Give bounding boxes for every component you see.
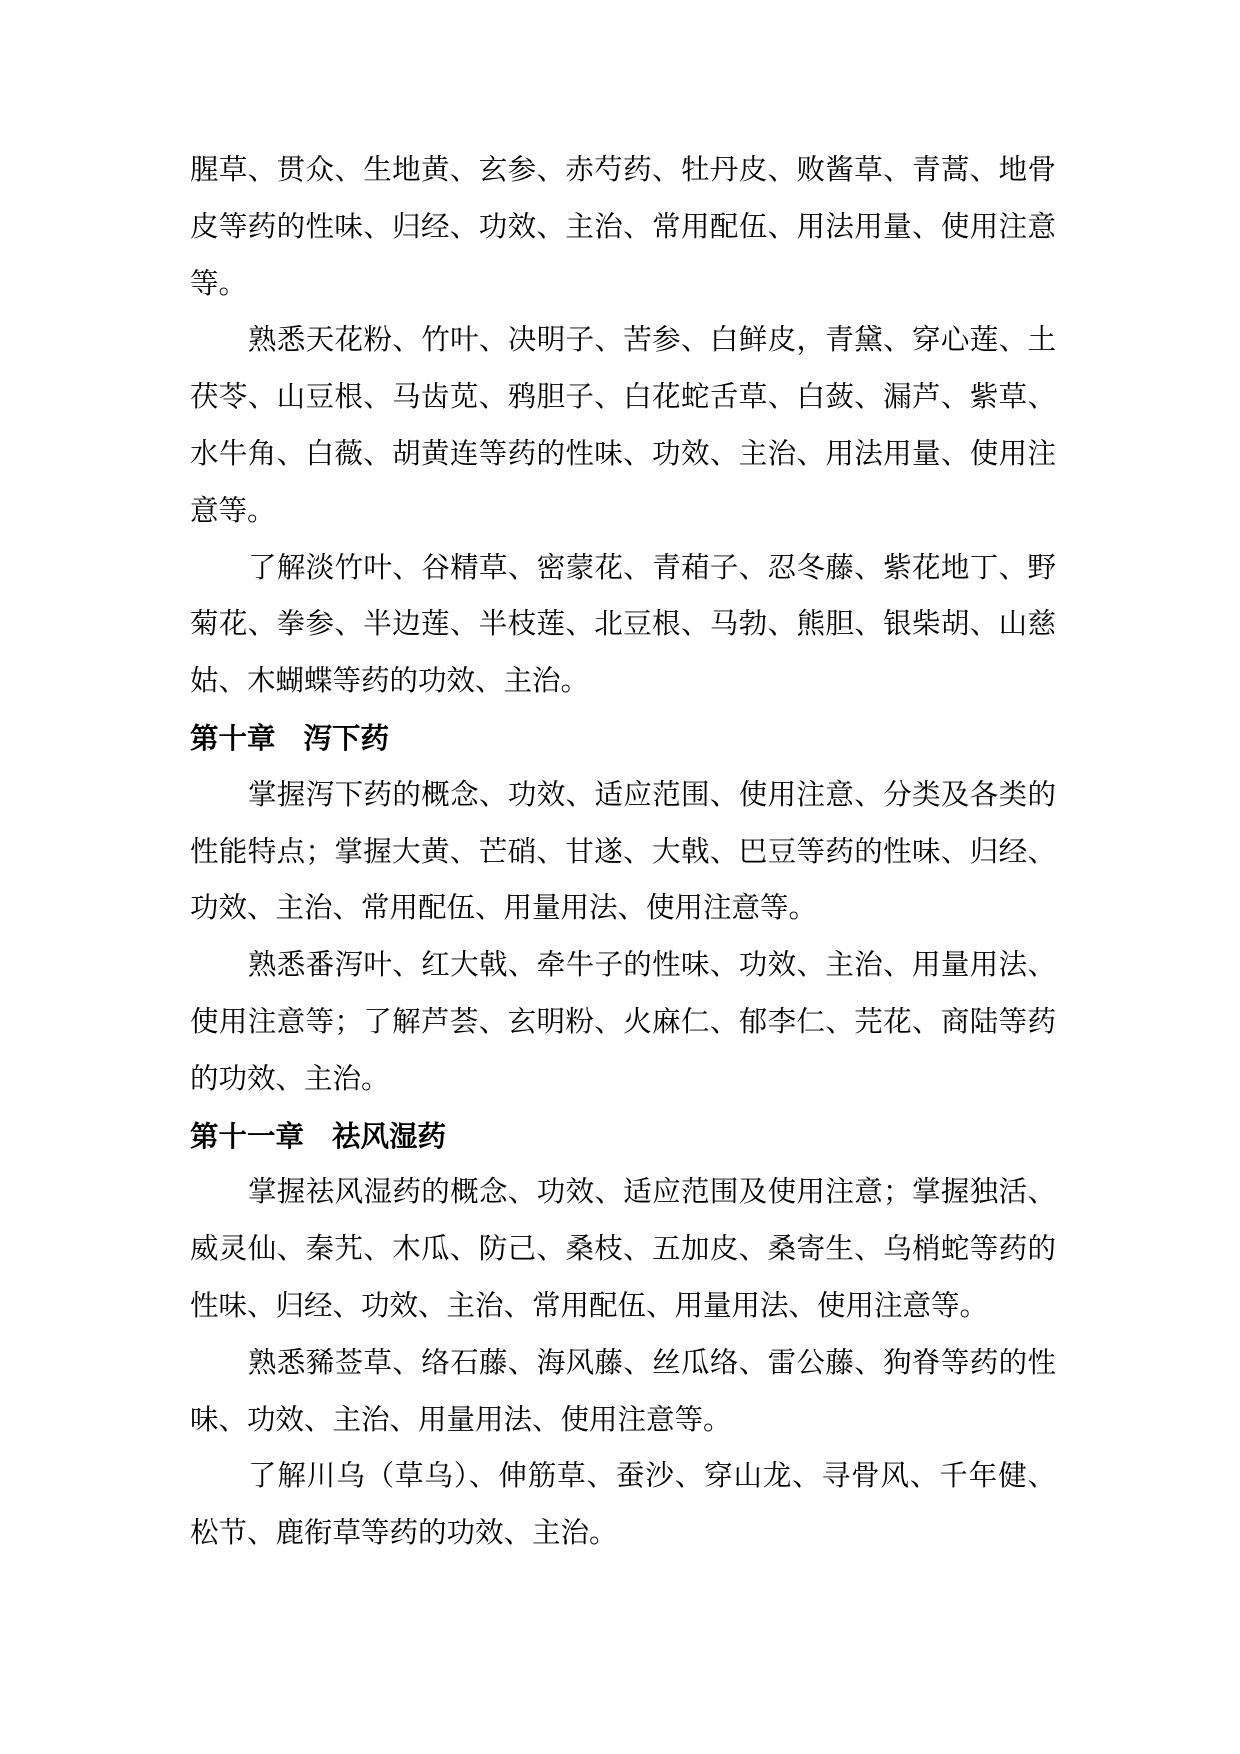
paragraph	[190, 1448, 1056, 1562]
text-line: 熟悉番泻叶、红大戟、牵牛子的性味、功效、主治、用量用法、	[248, 948, 1056, 982]
document-body	[190, 142, 1056, 1562]
text-line: 功效、主治、常用配伍、用量用法、使用注意等。	[190, 891, 818, 925]
chapter-title: 泻下药	[303, 720, 390, 755]
text-line: 姑、木蝴蝶等药的功效、主治。	[190, 664, 590, 698]
text-line: 掌握祛风湿药的概念、功效、适应范围及使用注意；掌握独活、	[248, 1175, 1056, 1209]
text-line: 茯苓、山豆根、马齿苋、鸦胆子、白花蛇舌草、白蔹、漏芦、紫草、	[190, 380, 1056, 414]
paragraph	[190, 142, 1056, 312]
text-line: 熟悉天花粉、竹叶、决明子、苦参、白鲜皮，青黛、穿心莲、土	[248, 323, 1056, 357]
text-line: 性味、归经、功效、主治、常用配伍、用量用法、使用注意等。	[190, 1288, 989, 1322]
text-line: 皮等药的性味、归经、功效、主治、常用配伍、用法用量、使用注意	[190, 209, 1056, 243]
paragraph	[190, 540, 1056, 710]
paragraph	[190, 767, 1056, 937]
text-line: 使用注意等；了解芦荟、玄明粉、火麻仁、郁李仁、芫花、商陆等药	[190, 1004, 1056, 1038]
paragraph	[190, 312, 1056, 539]
text-line: 了解川乌（草乌）、伸筋草、蚕沙、穿山龙、寻骨风、千年健、	[248, 1459, 1056, 1493]
text-line: 水牛角、白薇、胡黄连等药的性味、功效、主治、用法用量、使用注	[190, 436, 1056, 470]
chapter-heading	[190, 710, 1056, 767]
paragraph	[190, 1164, 1056, 1334]
paragraph	[190, 937, 1056, 1107]
text-line: 性能特点；掌握大黄、芒硝、甘遂、大戟、巴豆等药的性味、归经、	[190, 834, 1056, 868]
chapter-heading	[190, 1108, 1056, 1165]
text-line: 了解淡竹叶、谷精草、密蒙花、青葙子、忍冬藤、紫花地丁、野	[248, 550, 1056, 584]
text-line: 菊花、拳参、半边莲、半枝莲、北豆根、马勃、熊胆、银柴胡、山慈	[190, 607, 1056, 641]
text-line: 威灵仙、秦艽、木瓜、防己、桑枝、五加皮、桑寄生、乌梢蛇等药的	[190, 1232, 1056, 1266]
text-line: 腥草、贯众、生地黄、玄参、赤芍药、牡丹皮、败酱草、青蒿、地骨	[190, 153, 1056, 186]
text-line: 熟悉豨莶草、络石藤、海风藤、丝瓜络、雷公藤、狗脊等药的性	[248, 1345, 1056, 1379]
text-line: 味、功效、主治、用量用法、使用注意等。	[190, 1402, 732, 1436]
chapter-number: 第十一章	[190, 1118, 305, 1153]
chapter-number: 第十章	[190, 720, 276, 755]
text-line: 等。	[190, 266, 248, 300]
text-line: 的功效、主治。	[190, 1061, 390, 1095]
chapter-title: 祛风湿药	[332, 1118, 447, 1153]
paragraph	[190, 1335, 1056, 1449]
text-line: 掌握泻下药的概念、功效、适应范围、使用注意、分类及各类的	[248, 777, 1056, 811]
text-line: 松节、鹿衔草等药的功效、主治。	[190, 1516, 618, 1550]
text-line: 意等。	[190, 493, 276, 527]
